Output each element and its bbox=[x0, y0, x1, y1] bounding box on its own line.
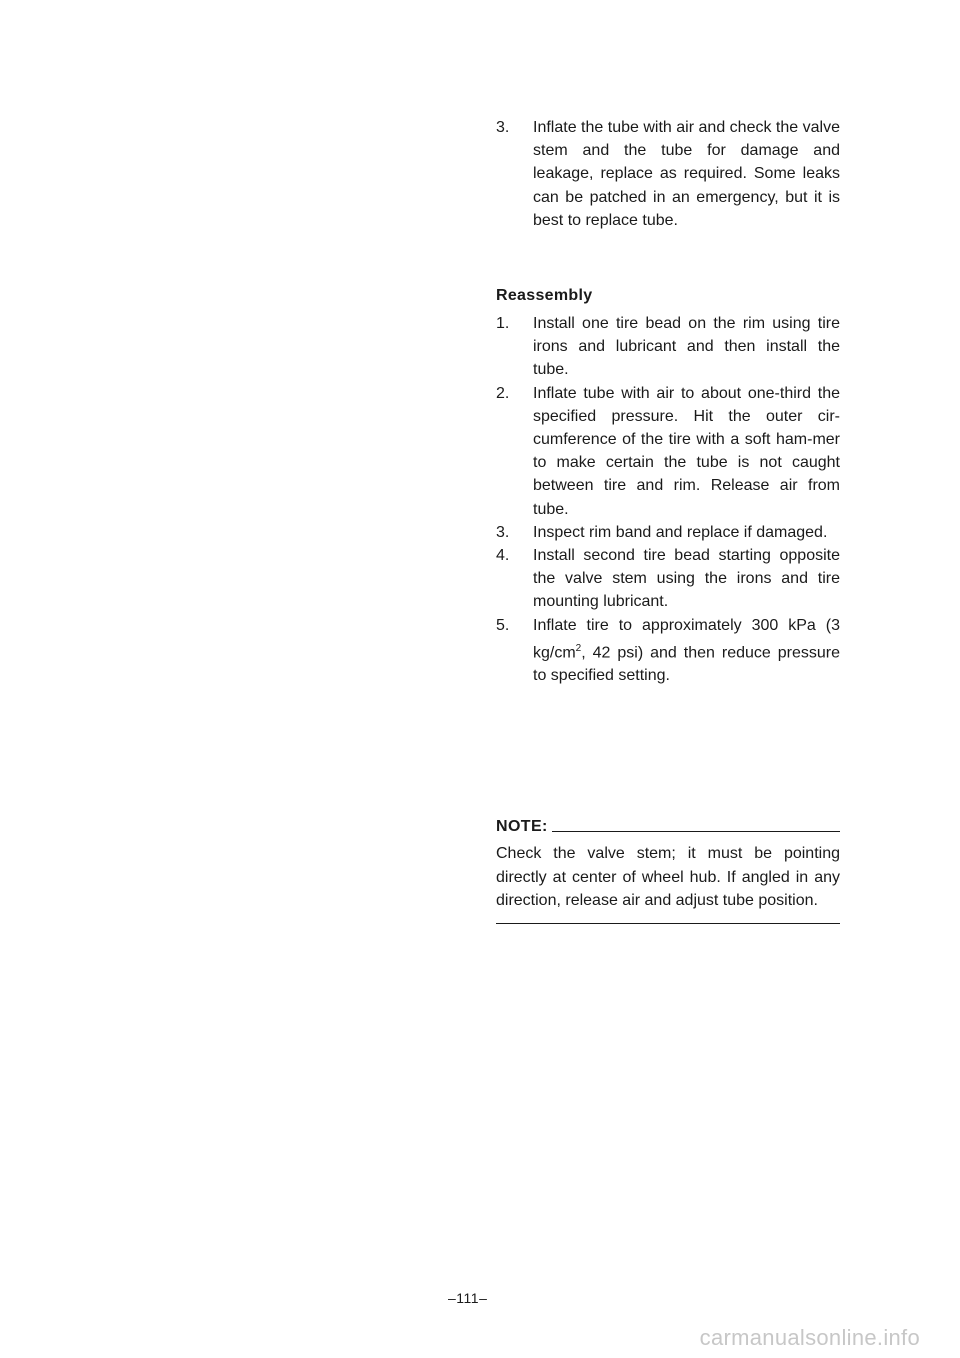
reassembly-step-4 bbox=[496, 544, 840, 614]
reassembly-step-1 bbox=[496, 312, 840, 382]
step-number: 5. bbox=[496, 616, 510, 634]
step-number: 1. bbox=[496, 315, 510, 332]
step-number: 3. bbox=[496, 119, 510, 136]
step-text: Inflate tube with air to about one-third the specified pressure. Hit the outer cir-cumference of the tire with a soft ham-mer to make certain the tube is not caught between tire and rim. Release air from tube. bbox=[533, 384, 840, 518]
step-number: 3. bbox=[496, 523, 510, 541]
reassembly-step-3 bbox=[496, 521, 840, 544]
step-text-after: , 42 psi) and then reduce pressure to specified setting. bbox=[533, 644, 840, 685]
reassembly-steps bbox=[496, 312, 840, 688]
note-header-rule bbox=[552, 831, 840, 832]
note-header bbox=[496, 818, 840, 836]
step-number: 4. bbox=[496, 547, 510, 565]
step-text: Inflate the tube with air and check the valve stem and the tube for damage and leakage, replace as required. Some leaks can be patched in an emergency, but it is best to replace tube. bbox=[533, 119, 840, 229]
step-text: Install one tire bead on the rim using tire irons and lubricant and then install the tube. bbox=[533, 315, 840, 379]
superscript: 2 bbox=[575, 642, 582, 654]
step-text bbox=[533, 614, 840, 688]
step-text: Install second tire bead starting opposite the valve stem using the irons and tire mounting lubricant. bbox=[533, 547, 840, 611]
step-number: 2. bbox=[496, 384, 510, 402]
step-text-before: Inflate tire to approximately 300 kPa (3 kg/cm bbox=[533, 616, 840, 662]
page-number: –111– bbox=[448, 1290, 488, 1306]
step-text: Inspect rim band and replace if damaged. bbox=[533, 523, 828, 541]
intro-step bbox=[496, 116, 840, 232]
note-bottom-rule bbox=[496, 923, 840, 924]
note-box bbox=[496, 818, 840, 924]
reassembly-step-5 bbox=[496, 614, 840, 688]
reassembly-step-2 bbox=[496, 382, 840, 521]
watermark: carmanualsonline.info bbox=[699, 1325, 920, 1350]
note-text: Check the valve stem; it must be pointing directly at center of wheel hub. If angled in any direction, release air and adjust tube position. bbox=[496, 845, 840, 909]
reassembly-heading: Reassembly bbox=[496, 287, 593, 304]
note-label: NOTE: bbox=[496, 818, 548, 835]
